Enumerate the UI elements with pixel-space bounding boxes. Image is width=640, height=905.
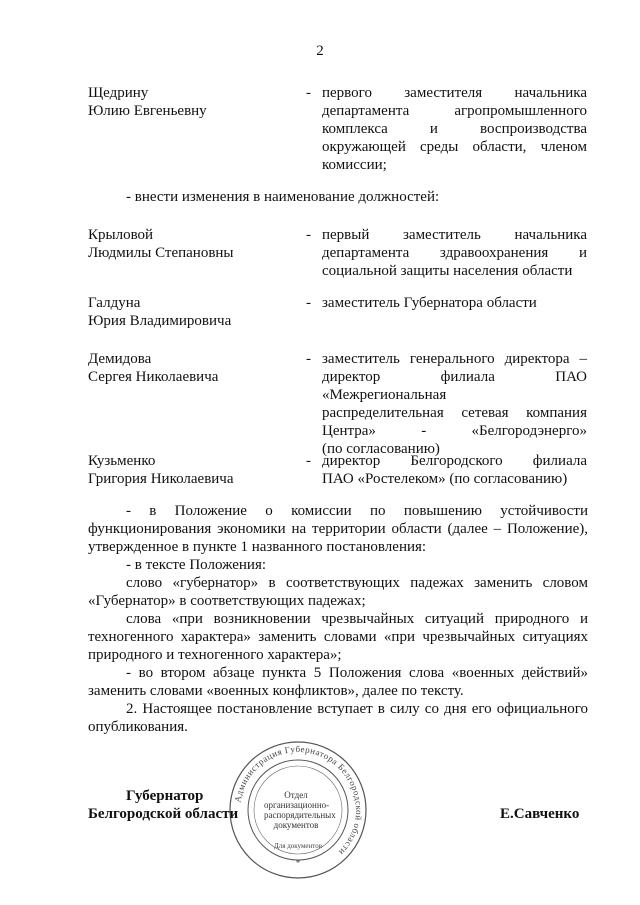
person-role: заместитель генерального директора – директор филиала ПАО «Межрегиональная распределительная сетевая компания Центра» - «Белгородэнерго» (по согласованию) <box>322 351 587 457</box>
person-name: Демидова Сергея Николаевича <box>88 351 219 385</box>
separator-dash: - <box>306 85 311 101</box>
separator-dash: - <box>306 295 311 311</box>
person-name: Щедрину Юлию Евгеньевну <box>88 85 207 119</box>
person-entry-kuzmenko <box>88 452 588 492</box>
separator-dash: - <box>306 453 311 469</box>
paragraph-in-text: - в тексте Положения: <box>126 557 267 573</box>
person-role: первый заместитель начальника департамента здравоохранения и социальной защиты населения области <box>322 227 587 279</box>
separator-dash: - <box>306 227 311 243</box>
seal-ring-text: Администрация Губернатора Белгородской области <box>232 743 365 858</box>
signer-name: Е.Савченко <box>500 806 580 822</box>
paragraph-governor-word: слово «губернатор» в соответствующих падежах заменить словом «Губернатор» в соответствующих падежах; <box>88 575 588 609</box>
person-name: Галдуна Юрия Владимировича <box>88 295 232 329</box>
person-role: заместитель Губернатора области <box>322 295 537 311</box>
intro-change-line: - внести изменения в наименование должностей: <box>126 189 440 205</box>
paragraph-emergency-words: слова «при возникновении чрезвычайных ситуаций природного и техногенного характера» заменить словами «при чрезвычайных ситуациях природного и техногенного характера»; <box>88 611 588 663</box>
page-number: 2 <box>316 43 324 59</box>
seal-inner-text: Отдел организационно- распорядительных документов <box>264 790 336 830</box>
seal-bottom-text: Для документов <box>273 842 323 850</box>
person-name: Кузьменко Григория Николаевича <box>88 453 234 487</box>
paragraph-military-words: - во втором абзаце пункта 5 Положения слова «военных действий» заменить словами «военных конфликтов», далее по тексту. <box>88 665 588 699</box>
person-name: Крыловой Людмилы Степановны <box>88 227 234 261</box>
person-role: директор Белгородского филиала ПАО «Ростелеком» (по согласованию) <box>322 453 587 487</box>
signature-title-line1: Губернатор <box>126 788 204 804</box>
seal-star-icon: * <box>295 858 301 868</box>
person-role: первого заместителя начальника департамента агропромышленного комплекса и воспроизводства окружающей среды области, членом комиссии; <box>322 85 587 173</box>
separator-dash: - <box>306 351 311 367</box>
signature-title-line2: Белгородской области <box>88 806 239 822</box>
paragraph-regulation-change: - в Положение о комиссии по повышению устойчивости функционирования экономики на территории области (далее – Положение), утвержденное в пункте 1 названного постановления: <box>88 503 588 555</box>
person-entry-top <box>88 84 588 173</box>
person-entry-demidov <box>88 350 588 457</box>
paragraph-effective-date: 2. Настоящее постановление вступает в силу со дня его официального опубликования. <box>88 701 588 735</box>
